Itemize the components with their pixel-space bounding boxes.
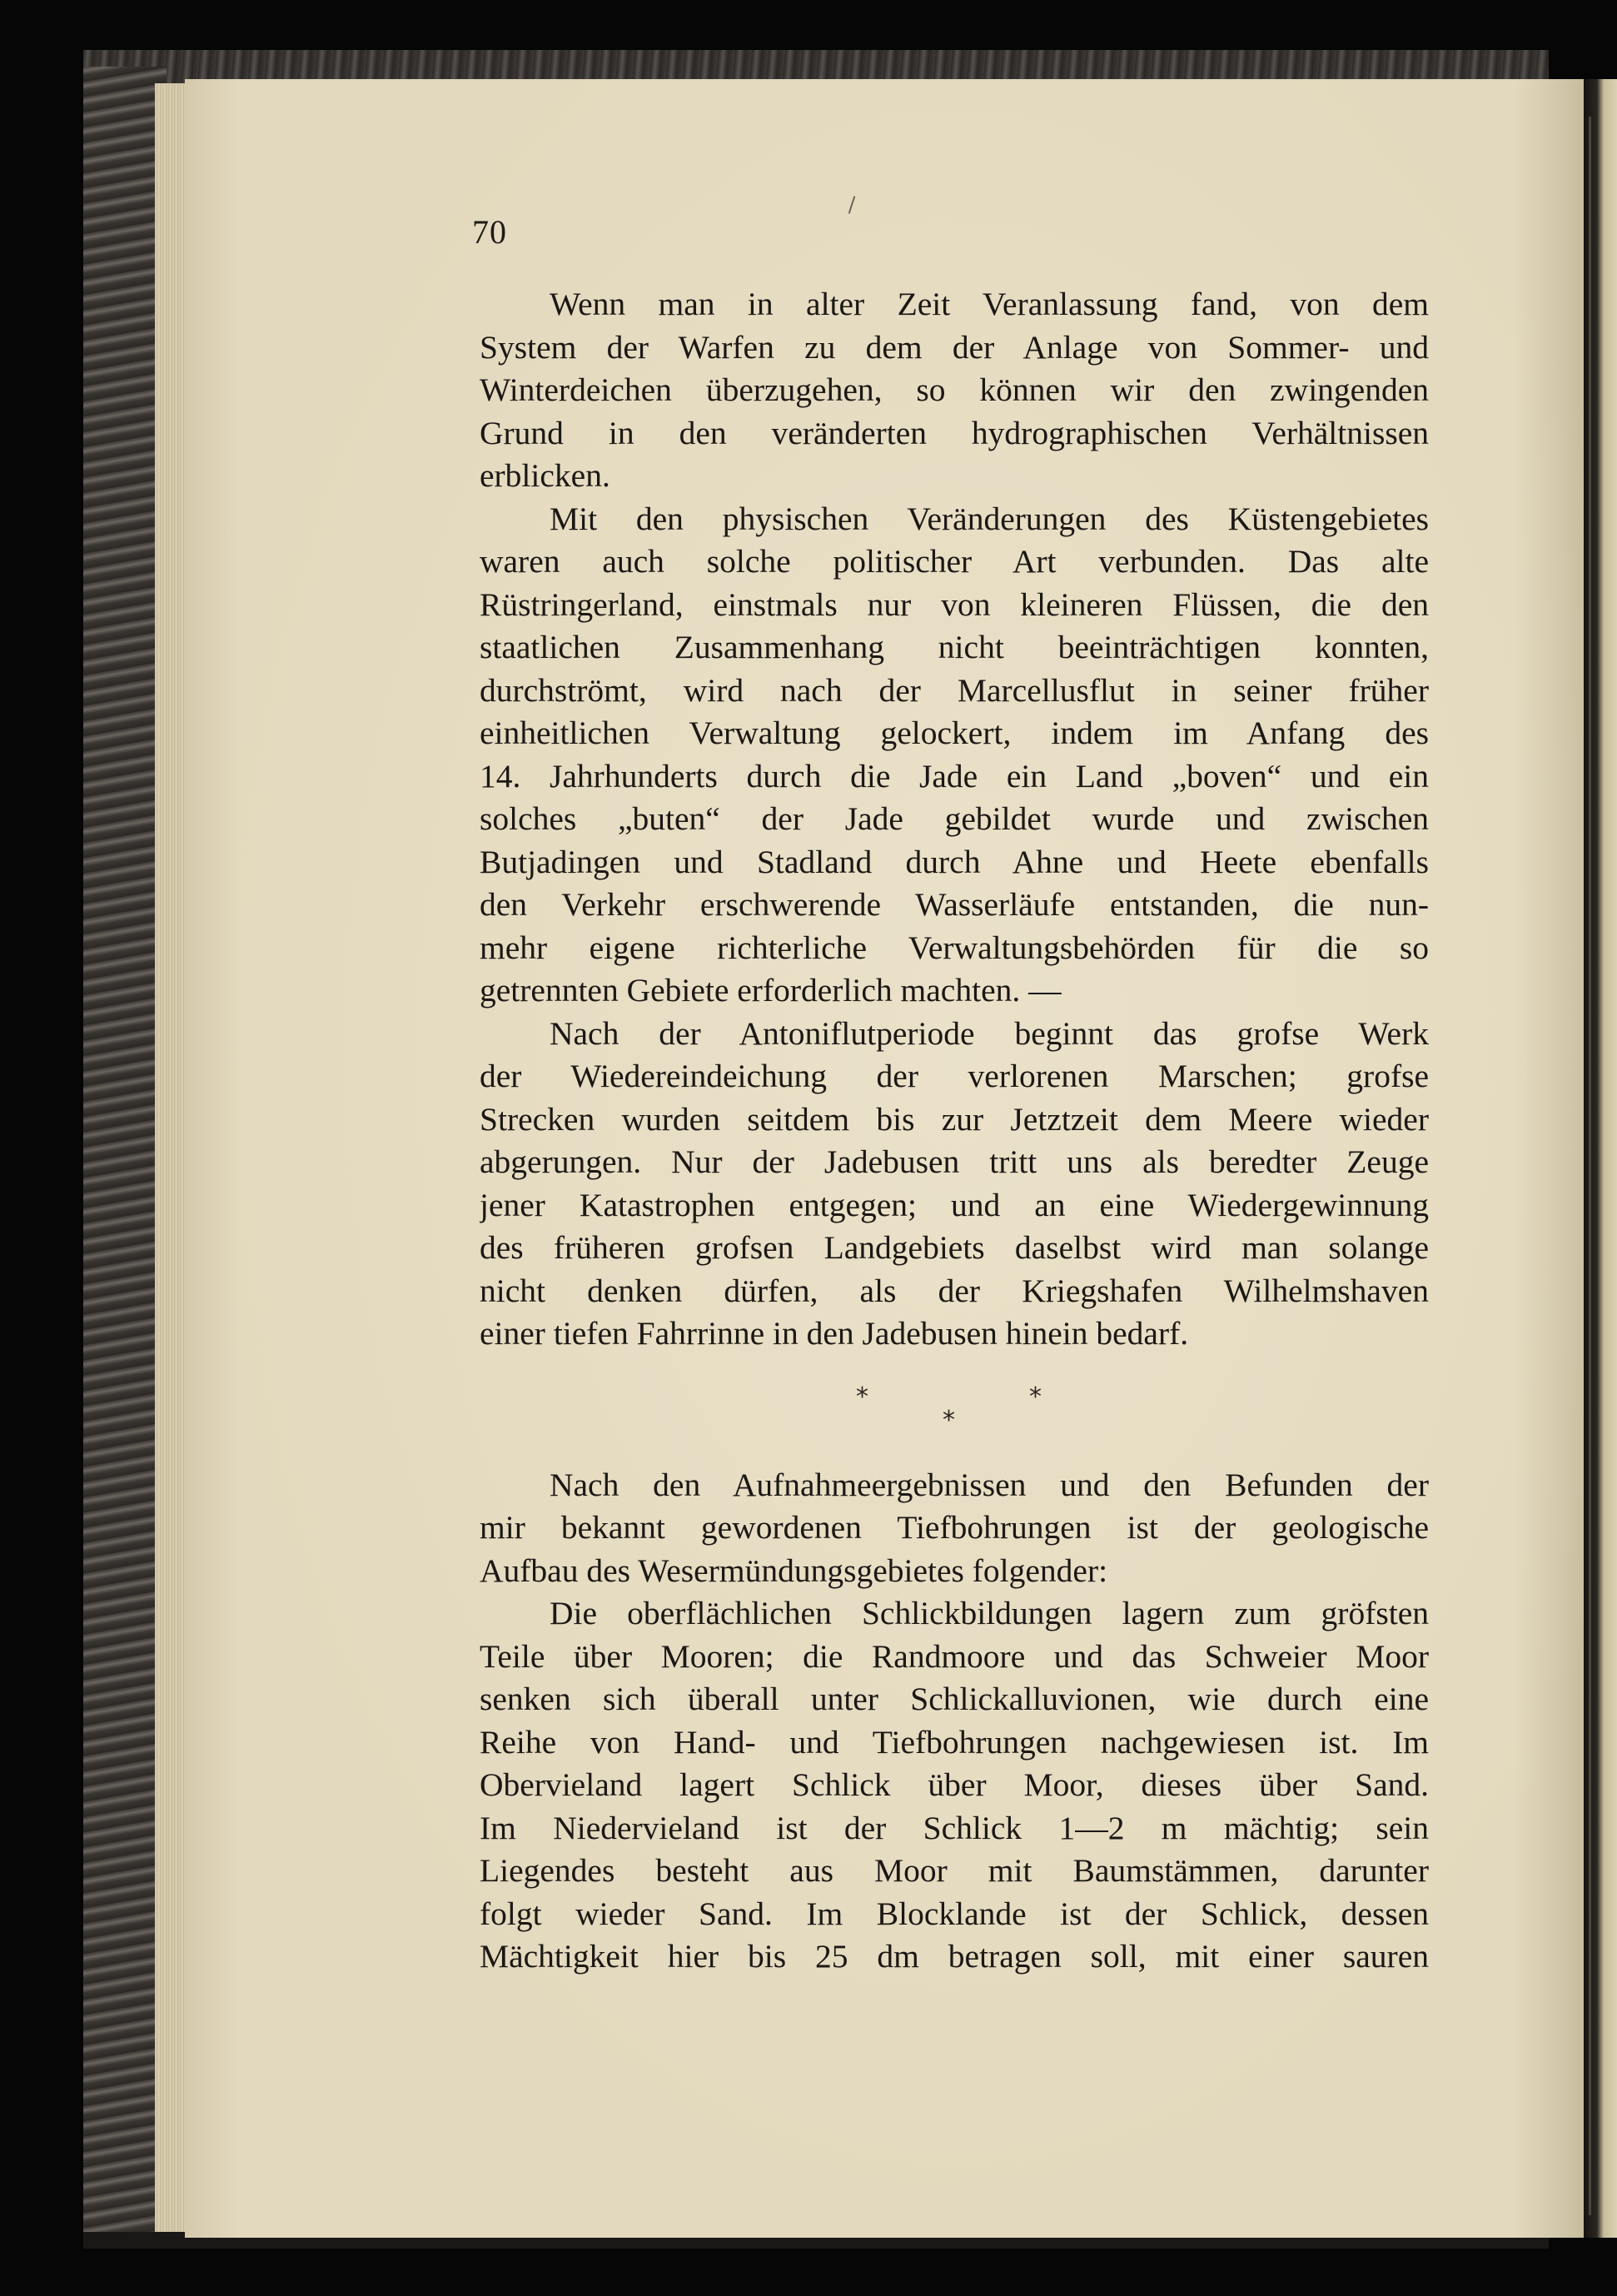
paragraph <box>480 498 1429 1013</box>
paragraph <box>480 1592 1429 1979</box>
text-line: abgerungen. Nur der Jadebusen tritt uns als beredter Zeuge <box>480 1143 1429 1180</box>
text-line: Nach den Aufnahmeergebnissen und den Befunden der <box>550 1466 1429 1503</box>
body-text <box>480 283 1429 1979</box>
section-separator <box>480 1356 1429 1464</box>
text-line: getrennten Gebiete erforderlich machten. — <box>480 972 1062 1009</box>
text-line: Im Niedervieland ist der Schlick 1—2 m mächtig; sein <box>480 1809 1429 1846</box>
text-line: jener Katastrophen entgegen; und an eine Wiedergewinnung <box>480 1186 1429 1223</box>
text-line: System der Warfen zu dem der Anlage von Sommer- und <box>480 328 1429 366</box>
paragraph <box>480 283 1429 498</box>
text-line: den Verkehr erschwerende Wasserläufe entstanden, die nun- <box>480 886 1429 923</box>
text-line: 14. Jahrhunderts durch die Jade ein Land „boven“ und ein <box>480 757 1429 794</box>
text-line: Aufbau des Wesermündungsgebietes folgender: <box>480 1551 1108 1589</box>
text-line: einheitlichen Verwaltung gelockert, indem im Anfang des <box>480 715 1429 751</box>
paragraph <box>480 1464 1429 1593</box>
text-line: Die oberflächlichen Schlickbildungen lagern zum gröfsten <box>550 1595 1429 1631</box>
text-line: Liegendes besteht aus Moor mit Baumstämmen, darunter <box>480 1852 1429 1889</box>
text-line: mehr eigene richterliche Verwaltungsbehörden für die so <box>480 929 1429 966</box>
text-line: Rüstringerland, einstmals nur von kleineren Flüssen, die den <box>480 585 1429 623</box>
binding-spine <box>83 67 167 2232</box>
stray-mark <box>848 196 856 214</box>
text-line: Reihe von Hand- und Tiefbohrungen nachgewiesen ist. Im <box>480 1723 1429 1761</box>
text-line: waren auch solche politischer Art verbunden. Das alte <box>480 543 1429 580</box>
text-line: Mit den physischen Veränderungen des Küstengebietes <box>550 500 1429 537</box>
text-line: Nach der Antoniflutperiode beginnt das grofse Werk <box>550 1014 1429 1052</box>
text-line: einer tiefen Fahrrinne in den Jadebusen hinein bedarf. <box>480 1315 1189 1352</box>
text-line: erblicken. <box>480 457 610 494</box>
text-line: senken sich überall unter Schlickalluvionen, wie durch eine <box>480 1681 1429 1717</box>
text-line: Butjadingen und Stadland durch Ahne und Heete ebenfalls <box>480 843 1429 880</box>
text-line: Strecken wurden seitdem bis zur Jetztzeit dem Meere wieder <box>480 1100 1429 1138</box>
text-line: staatlichen Zusammenhang nicht beeinträchtigen konnten, <box>480 629 1429 665</box>
asterisk: * <box>943 1405 955 1435</box>
text-line: Grund in den veränderten hydrographischen Verhältnissen <box>480 414 1429 451</box>
text-line: der Wiedereindeichung der verlorenen Marschen; grofse <box>480 1058 1429 1094</box>
text-line: durchströmt, wird nach der Marcellusflut in seiner früher <box>480 671 1429 709</box>
text-line: mir bekannt gewordenen Tiefbohrungen ist der geologische <box>480 1509 1429 1546</box>
asterisk: * <box>1029 1382 1042 1412</box>
text-line: nicht denken dürfen, als der Kriegshafen Wilhelmshaven <box>480 1272 1429 1309</box>
text-line: solches „buten“ der Jade gebildet wurde und zwischen <box>480 800 1429 837</box>
text-line: des früheren grofsen Landgebiets daselbst wird man solange <box>480 1229 1429 1266</box>
paragraph <box>480 1013 1429 1356</box>
text-line: Teile über Mooren; die Randmoore und das Schweier Moor <box>480 1637 1429 1675</box>
text-line: Obervieland lagert Schlick über Moor, dieses über Sand. <box>480 1766 1429 1803</box>
text-line: Wenn man in alter Zeit Veranlassung fand, von dem <box>550 286 1429 322</box>
page-number: 70 <box>472 213 507 251</box>
asterisk: * <box>856 1382 868 1412</box>
text-line: Mächtigkeit hier bis 25 dm betragen soll, mit einer sauren <box>480 1938 1429 1975</box>
text-line: Winterdeichen überzugehen, so können wir den zwingenden <box>480 371 1429 408</box>
text-line: folgt wieder Sand. Im Blocklande ist der Schlick, dessen <box>480 1895 1429 1932</box>
page-fold <box>1589 117 1591 2215</box>
